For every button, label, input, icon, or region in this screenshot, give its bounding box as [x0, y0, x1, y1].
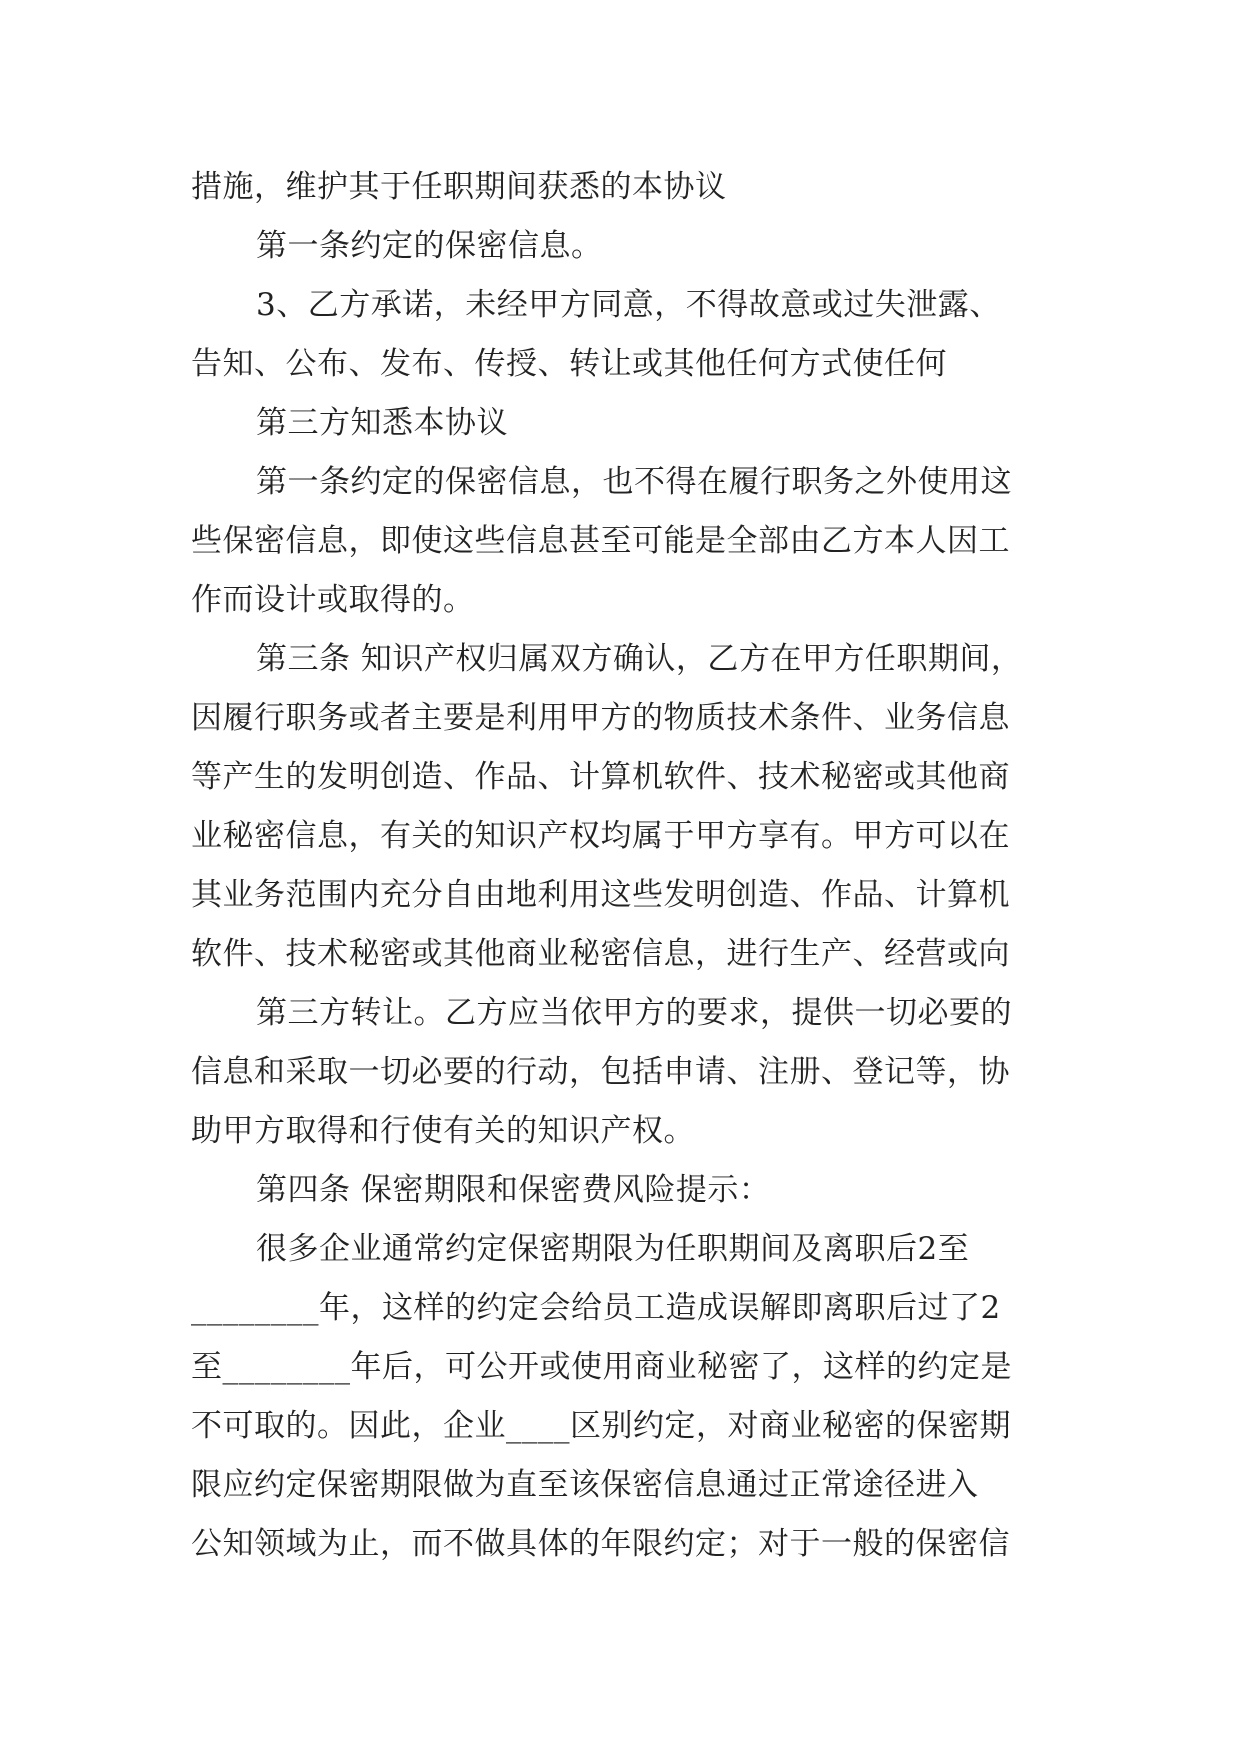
text-line-24: 公知领域为止，而不做具体的年限约定；对于一般的保密信: [191, 1526, 1010, 1562]
text-line-12: 业秘密信息，有关的知识产权均属于甲方享有。甲方可以在: [191, 818, 1010, 854]
text-line-14: 软件、技术秘密或其他商业秘密信息，进行生产、经营或向: [191, 936, 1010, 972]
text-line-9: 第三条 知识产权归属双方确认，乙方在甲方任职期间，: [256, 641, 1023, 677]
text-line-22: 不可取的。因此，企业____区别约定，对商业秘密的保密期: [191, 1408, 1011, 1444]
text-line-10: 因履行职务或者主要是利用甲方的物质技术条件、业务信息: [191, 700, 1010, 736]
text-line-13: 其业务范围内充分自由地利用这些发明创造、作品、计算机: [191, 877, 1010, 913]
text-line-7: 些保密信息，即使这些信息甚至可能是全部由乙方本人因工: [191, 523, 1010, 559]
text-line-8: 作而设计或取得的。: [191, 582, 475, 618]
text-line-1: 措施，维护其于任职期间获悉的本协议: [191, 169, 727, 205]
text-line-15: 第三方转让。乙方应当依甲方的要求，提供一切必要的: [256, 995, 1012, 1031]
text-line-16: 信息和采取一切必要的行动，包括申请、注册、登记等，协: [191, 1054, 1010, 1090]
document-body: [191, 158, 1061, 1574]
text-line-11: 等产生的发明创造、作品、计算机软件、技术秘密或其他商: [191, 759, 1010, 795]
text-line-21: 至________年后，可公开或使用商业秘密了，这样的约定是: [191, 1349, 1012, 1385]
text-line-4: 告知、公布、发布、传授、转让或其他任何方式使任何: [191, 346, 947, 382]
text-line-5: 第三方知悉本协议: [256, 405, 508, 441]
text-line-20: ________年，这样的约定会给员工造成误解即离职后过了2: [191, 1290, 1001, 1326]
text-line-19: 很多企业通常约定保密期限为任职期间及离职后2至: [256, 1231, 970, 1267]
text-line-23: 限应约定保密期限做为直至该保密信息通过正常途径进入: [191, 1467, 979, 1503]
text-line-3: 3、乙方承诺，未经甲方同意，不得故意或过失泄露、: [256, 287, 1001, 323]
text-line-6: 第一条约定的保密信息，也不得在履行职务之外使用这: [256, 464, 1012, 500]
text-line-18: 第四条 保密期限和保密费风险提示：: [256, 1172, 771, 1208]
text-line-17: 助甲方取得和行使有关的知识产权。: [191, 1113, 695, 1149]
text-line-2: 第一条约定的保密信息。: [256, 228, 603, 264]
